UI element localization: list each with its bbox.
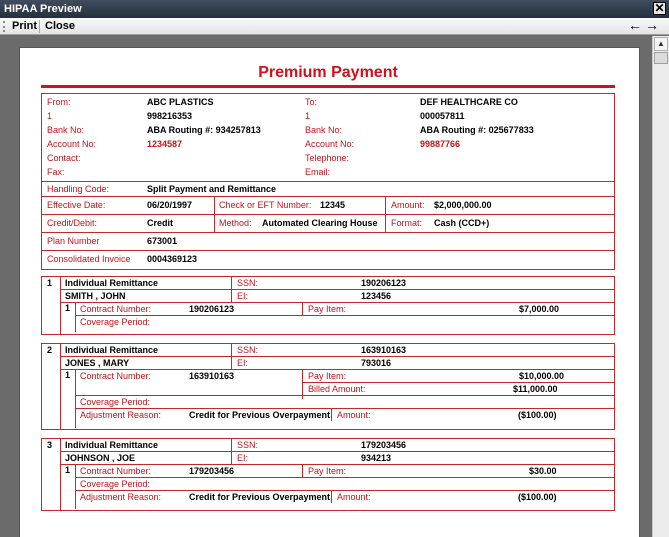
contract-number-label: Contract Number: — [80, 304, 152, 314]
member-name: JOHNSON , JOE — [65, 453, 136, 463]
remittance-block — [41, 438, 615, 511]
ssn-label: SSN: — [237, 278, 259, 288]
credit-debit-value: Credit — [147, 218, 174, 228]
ssn-value: 190206123 — [361, 278, 407, 288]
document-viewer — [0, 36, 652, 537]
to-account-value: 99887766 — [420, 139, 461, 149]
document-page — [19, 47, 640, 537]
ei-label: EI: — [237, 358, 249, 368]
remittance-number: 2 — [42, 344, 61, 429]
credit-debit-label: Credit/Debit: — [47, 218, 98, 228]
document-title: Premium Payment — [258, 64, 398, 81]
to-account-label: Account No: — [305, 139, 355, 149]
member-name: JONES , MARY — [65, 358, 130, 368]
coverage-period-label: Coverage Period: — [80, 479, 151, 489]
adjustment-amount-value: ($100.00) — [518, 410, 557, 420]
contract-number-label: Contract Number: — [80, 466, 152, 476]
forward-arrow-icon[interactable]: → — [645, 17, 659, 33]
scroll-thumb[interactable] — [654, 52, 668, 64]
effective-date-value: 06/20/1997 — [147, 200, 193, 210]
party-section — [42, 95, 614, 181]
amount-label: Amount: — [391, 200, 425, 210]
premium-payment-document — [41, 64, 615, 517]
handling-code-value: Split Payment and Remittance — [147, 184, 277, 194]
effective-row — [42, 196, 614, 214]
consolidated-invoice-label: Consolidated Invoice — [47, 254, 131, 264]
handling-code-label: Handling Code: — [47, 184, 110, 194]
adjustment-amount-label: Amount: — [337, 410, 371, 420]
payment-header-box — [41, 93, 615, 270]
from-account-label: Account No: — [47, 139, 97, 149]
contract-number-value: 179203456 — [189, 466, 235, 476]
pay-item-label: Pay Item: — [308, 466, 347, 476]
invoice-row — [42, 250, 614, 268]
to-label: To: — [305, 97, 318, 107]
from-id-1: 1 — [47, 111, 53, 121]
coverage-period-label: Coverage Period: — [80, 397, 151, 407]
to-bank-value: ABA Routing #: 025677833 — [420, 125, 534, 135]
from-id-2: 998216353 — [147, 111, 193, 121]
ei-label: EI: — [237, 453, 249, 463]
member-name: SMITH , JOHN — [65, 291, 126, 301]
pay-item-value: $30.00 — [529, 466, 557, 476]
remittance-block — [41, 276, 615, 335]
toolbar-separator — [39, 20, 40, 33]
toolbar-grip-icon — [3, 21, 5, 32]
handling-row — [42, 181, 614, 196]
to-id-2: 000057811 — [420, 111, 465, 121]
telephone-label: Telephone: — [305, 153, 350, 163]
vertical-scrollbar[interactable] — [652, 36, 669, 537]
contract-number-value: 163910163 — [189, 371, 235, 381]
coverage-period-label: Coverage Period: — [80, 317, 151, 327]
title-divider — [41, 85, 615, 88]
effective-date-label: Effective Date: — [47, 200, 106, 210]
remittance-type: Individual Remittance — [65, 278, 159, 288]
from-value: ABC PLASTICS — [147, 97, 214, 107]
pay-item-label: Pay Item: — [308, 304, 347, 314]
contract-number-value: 190206123 — [189, 304, 235, 314]
ssn-label: SSN: — [237, 440, 259, 450]
format-value: Cash (CCD+) — [434, 218, 490, 228]
close-window-icon[interactable]: ✕ — [654, 1, 665, 15]
from-bank-label: Bank No: — [47, 125, 85, 135]
fax-label: Fax: — [47, 167, 65, 177]
method-value: Automated Clearing House — [262, 218, 378, 228]
ssn-value: 163910163 — [361, 345, 407, 355]
print-button[interactable]: Print — [12, 20, 38, 32]
toolbar — [0, 18, 669, 35]
ssn-value: 179203456 — [361, 440, 407, 450]
adjustment-reason-value: Credit for Previous Overpayment — [189, 492, 331, 502]
remittance-type: Individual Remittance — [65, 440, 159, 450]
window-title: HIPAA Preview — [4, 3, 82, 15]
to-bank-label: Bank No: — [305, 125, 343, 135]
window-titlebar — [0, 0, 669, 18]
back-arrow-icon[interactable]: ← — [628, 17, 642, 33]
adjustment-reason-label: Adjustment Reason: — [80, 410, 162, 420]
email-label: Email: — [305, 167, 331, 177]
check-eft-value: 12345 — [320, 200, 346, 210]
close-button[interactable]: Close — [45, 20, 75, 32]
adjustment-reason-label: Adjustment Reason: — [80, 492, 162, 502]
adjustment-reason-value: Credit for Previous Overpayment — [189, 410, 331, 420]
contract-number-label: Contract Number: — [80, 371, 152, 381]
remittance-number: 1 — [42, 277, 61, 334]
remittance-number: 3 — [42, 439, 61, 510]
from-account-value: 1234587 — [147, 139, 183, 149]
adjustment-amount-value: ($100.00) — [518, 492, 557, 502]
line-number: 1 — [61, 465, 76, 509]
credit-row — [42, 214, 614, 232]
pay-item-value: $7,000.00 — [519, 304, 560, 314]
billed-amount-value: $11,000.00 — [513, 384, 558, 394]
billed-amount-label: Billed Amount: — [308, 384, 366, 394]
plan-number-value: 673001 — [147, 236, 178, 246]
from-bank-value: ABA Routing #: 934257813 — [147, 125, 261, 135]
plan-row — [42, 232, 614, 250]
ei-label: EI: — [237, 291, 249, 301]
line-number: 1 — [61, 370, 76, 428]
remittance-type: Individual Remittance — [65, 345, 159, 355]
adjustment-amount-label: Amount: — [337, 492, 371, 502]
scroll-up-icon[interactable]: ▲ — [654, 37, 668, 51]
pay-item-value: $10,000.00 — [519, 371, 565, 381]
to-id-1: 1 — [305, 111, 311, 121]
from-label: From: — [47, 97, 71, 107]
amount-value: $2,000,000.00 — [434, 200, 492, 210]
check-eft-label: Check or EFT Number: — [219, 200, 312, 210]
consolidated-invoice-value: 0004369123 — [147, 254, 198, 264]
ei-value: 934213 — [361, 453, 392, 463]
to-value: DEF HEALTHCARE CO — [420, 97, 518, 107]
ei-value: 793016 — [361, 358, 392, 368]
plan-number-label: Plan Number — [47, 236, 100, 246]
method-label: Method: — [219, 218, 252, 228]
contact-label: Contact: — [47, 153, 81, 163]
format-label: Format: — [391, 218, 423, 228]
ei-value: 123456 — [361, 291, 392, 301]
line-number: 1 — [61, 303, 76, 332]
remittance-block — [41, 343, 615, 430]
pay-item-label: Pay Item: — [308, 371, 347, 381]
ssn-label: SSN: — [237, 345, 259, 355]
